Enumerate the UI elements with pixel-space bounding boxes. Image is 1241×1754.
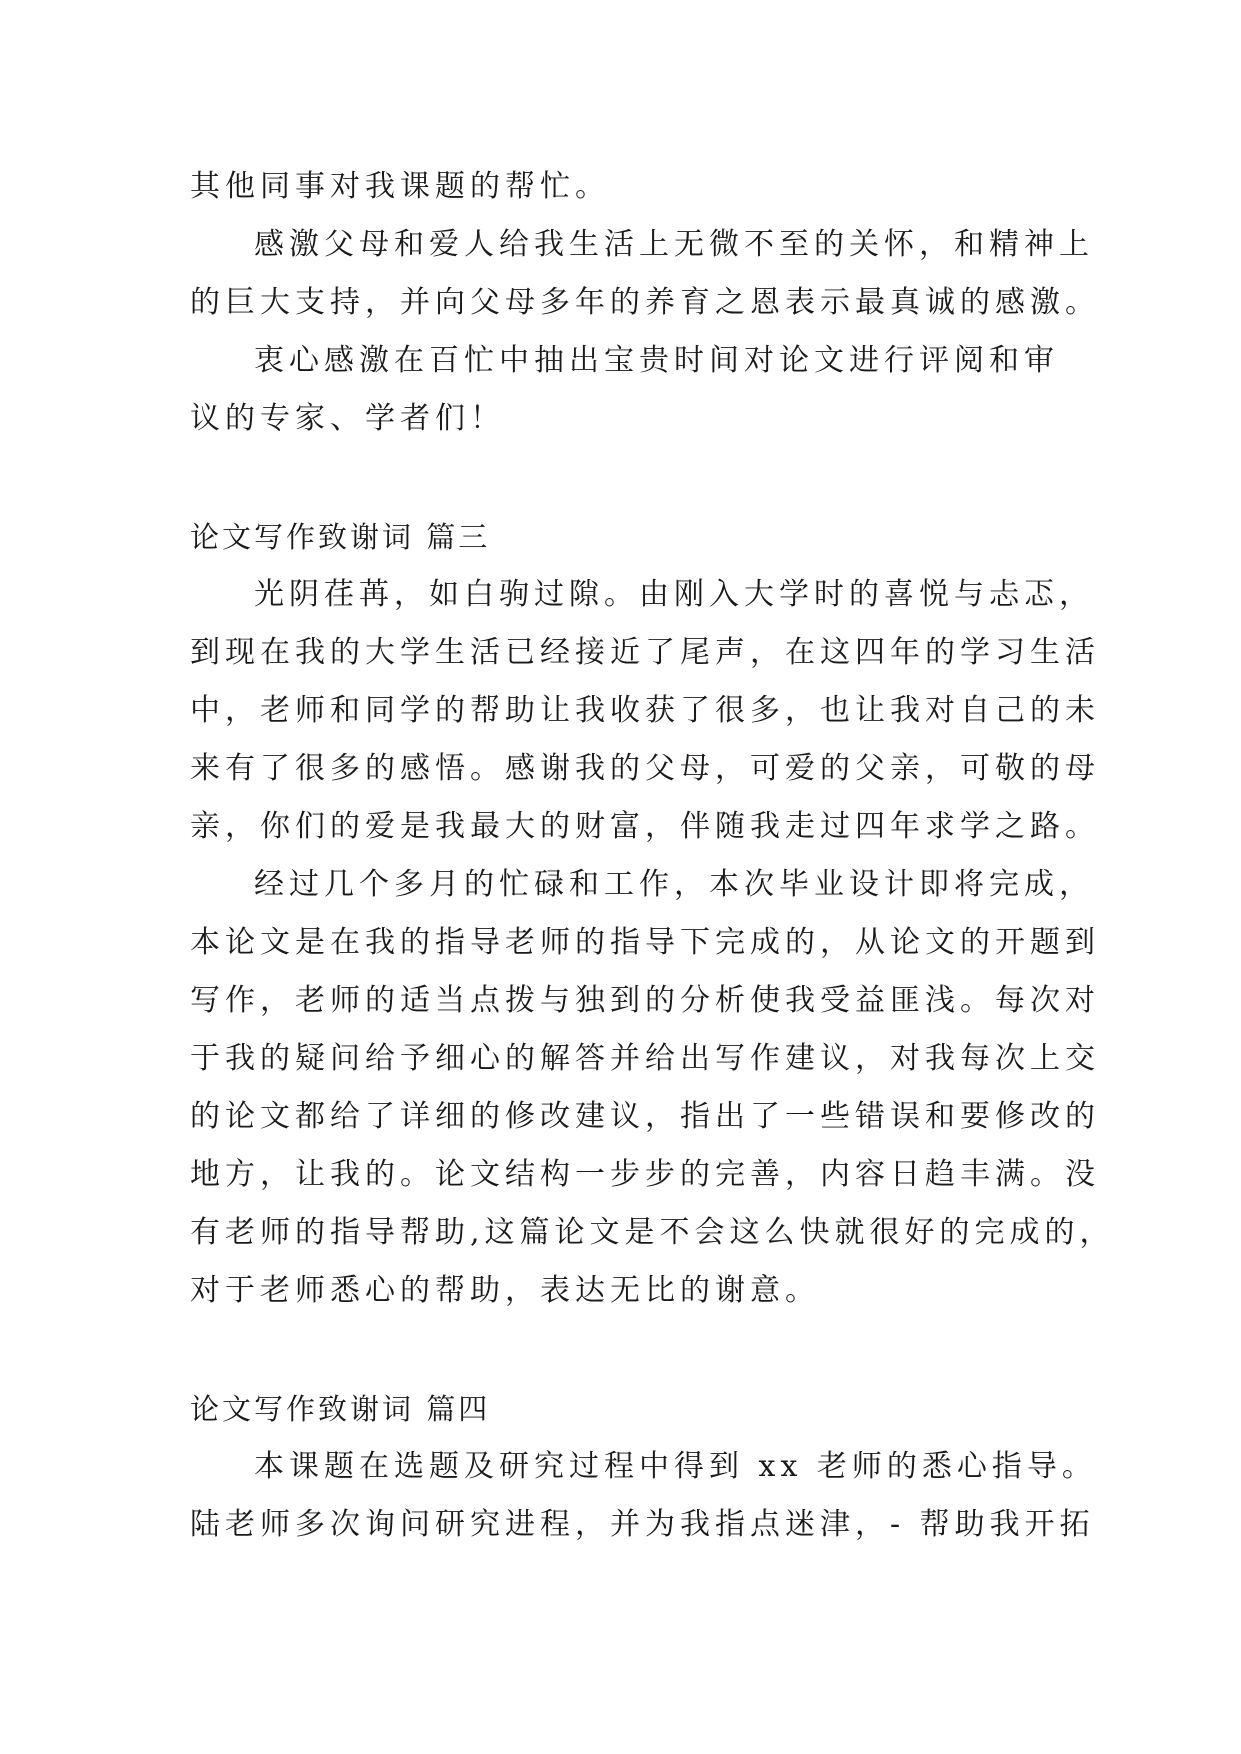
paragraph-line: 光阴荏苒，如白驹过隙。由刚入大学时的喜悦与忐忑， [254,577,1094,612]
paragraph-line: 对于老师悉心的帮助，表达无比的谢意。 [190,1273,820,1308]
section-gap [190,1320,1070,1380]
paragraph-line: 于我的疑问给予细心的解答并给出写作建议，对我每次上交 [190,1041,1100,1076]
section-heading: 论文写作致谢词 篇三 [190,520,491,554]
paragraph-line: 议的专家、学者们！ [190,401,505,436]
paragraph-line: 其他同事对我课题的帮忙。 [190,169,610,204]
paragraph-line: 本课题在选题及研究过程中得到 xx 老师的悉心指导。 [254,1449,1097,1484]
paragraph-line: 的论文都给了详细的修改建议，指出了一些错误和要修改的 [190,1099,1100,1134]
paragraph-line: 衷心感激在百忙中抽出宝贵时间对论文进行评阅和审 [254,343,1059,378]
paragraph-line: 感激父母和爱人给我生活上无微不至的关怀，和精神上 [254,227,1094,262]
paragraph-line: 来有了很多的感悟。感谢我的父母，可爱的父亲，可敬的母 [190,751,1100,786]
paragraph-line: 的巨大支持，并向父母多年的养育之恩表示最真诚的感激。 [190,285,1100,320]
paragraph-line: 有老师的指导帮助,这篇论文是不会这么快就很好的完成的， [190,1215,1115,1250]
paragraph-line: 经过几个多月的忙碌和工作，本次毕业设计即将完成， [254,867,1094,902]
paragraph-line: 亲，你们的爱是我最大的财富，伴随我走过四年求学之路。 [190,809,1100,844]
paragraph-line: 写作，老师的适当点拨与独到的分析使我受益匪浅。每次对 [190,983,1100,1018]
paragraph-line: 本论文是在我的指导老师的指导下完成的，从论文的开题到 [190,925,1100,960]
section-heading: 论文写作致谢词 篇四 [190,1392,491,1426]
paragraph-line: 陆老师多次询问研究进程，并为我指点迷津，- 帮助我开拓 [190,1507,1095,1542]
section-gap [190,448,1070,508]
paragraph-line: 到现在我的大学生活已经接近了尾声，在这四年的学习生活 [190,635,1100,670]
document-page [190,158,1115,1554]
paragraph-line: 中，老师和同学的帮助让我收获了很多，也让我对自己的未 [190,693,1100,728]
paragraph-line: 地方，让我的。论文结构一步步的完善，内容日趋丰满。没 [190,1157,1100,1192]
